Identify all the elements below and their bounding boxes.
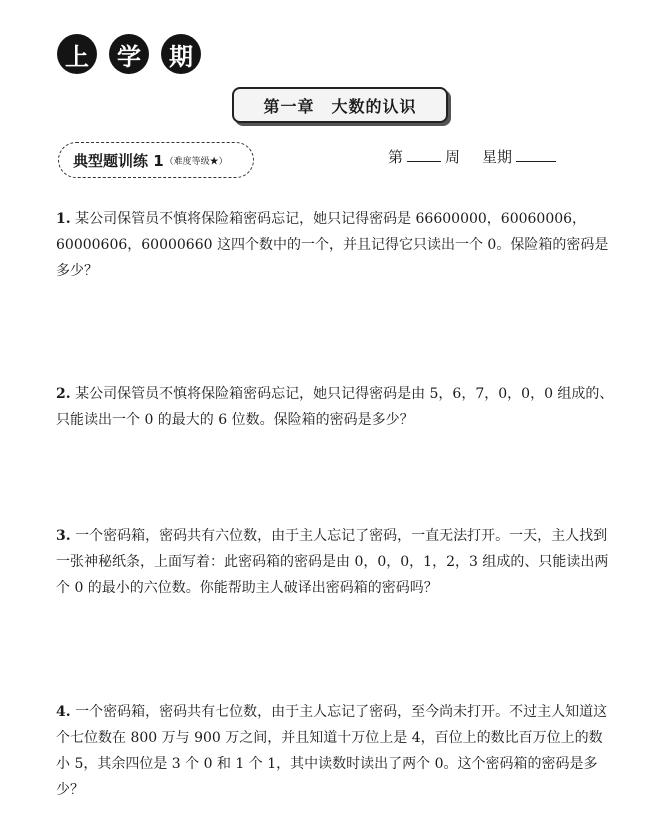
term-char: 学 [109,34,149,74]
question-text: 某公司保管员不慎将保险箱密码忘记，她只记得密码是由 5，6，7，0，0，0 组成的、只能读出一个 0 的最大的 6 位数。保险箱的密码是多少？ [56,386,614,428]
question-4 [56,699,616,803]
question-number: 4. [56,704,71,720]
term-char: 上 [57,34,97,74]
question-3 [56,523,616,601]
practice-title: 典型题训练 1 [73,151,164,170]
week-line [388,146,560,167]
question-1 [56,206,616,284]
week-blank [407,147,441,162]
question-text: 一个密码箱，密码共有七位数，由于主人忘记了密码，至今尚未打开。不过主人知道这个七位数在 800 万与 900 万之间，并且知道十万位上是 4，百位上的数比百万位上的数小 5，其余四位是 3 个 0 和 1 个 1，其中读数时读出了两个 0。这个密码箱的密码是多少？ [56,704,608,798]
question-number: 2. [56,386,71,402]
week-prefix: 第 [388,148,404,166]
term-char: 期 [161,34,201,74]
weekday-label: 星期 [482,148,513,166]
question-number: 3. [56,528,71,544]
difficulty-label: （难度等级★） [164,156,228,167]
question-text: 某公司保管员不慎将保险箱密码忘记，她只记得密码是 66600000，60060006，60000606，60000660 这四个数中的一个，并且记得它只读出一个 0。保险箱的密码是多少？ [56,211,609,279]
practice-label [58,142,254,178]
question-2 [56,381,616,433]
weekday-blank [516,147,556,162]
question-text: 一个密码箱，密码共有六位数，由于主人忘记了密码，一直无法打开。一天，主人找到一张神秘纸条，上面写着：此密码箱的密码是由 0，0，0，1，2，3 组成的、只能读出两个 0 的最小的六位数。你能帮助主人破译出密码箱的密码吗？ [56,528,609,596]
chapter-title: 第一章 大数的认识 [232,87,448,123]
week-label: 周 [445,148,461,166]
question-number: 1. [56,211,71,227]
term-heading [57,34,201,74]
